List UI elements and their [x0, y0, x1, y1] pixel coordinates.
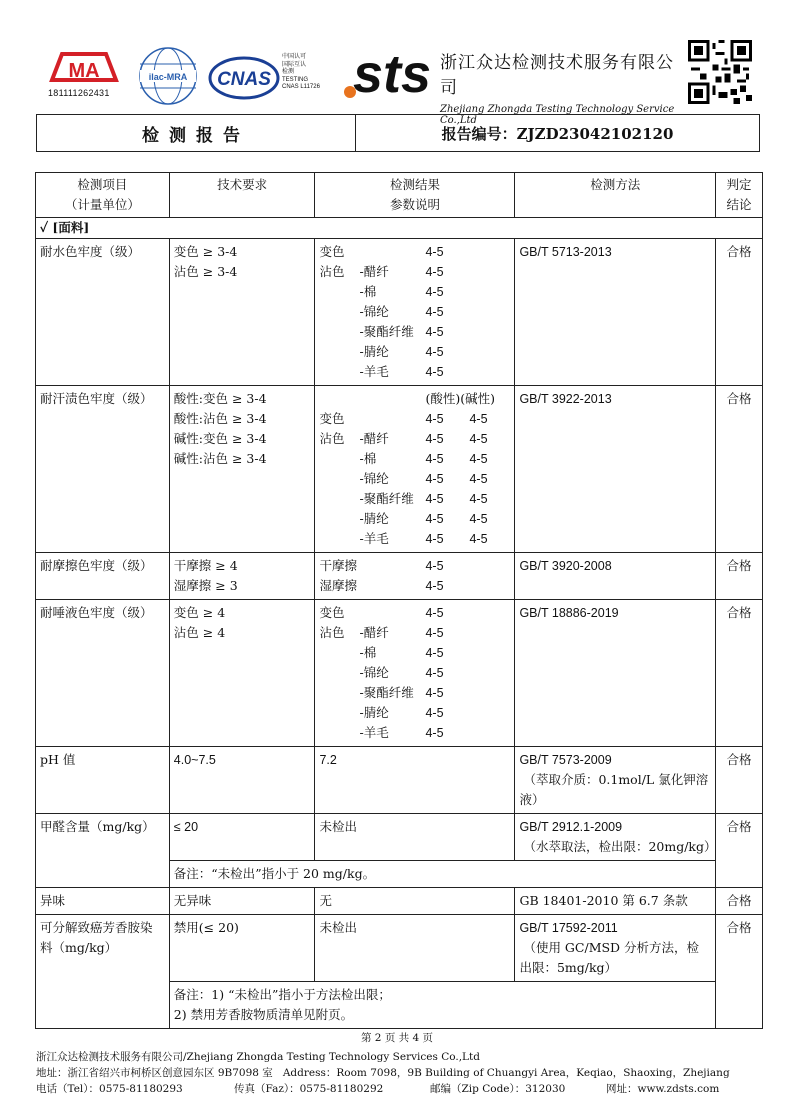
- result-line: -聚酯纤维 4-5: [359, 685, 444, 700]
- qr-code: [688, 40, 752, 104]
- table-row: [36, 888, 763, 915]
- company-name-cn: 浙江众达检测技术服务有限公司: [440, 53, 674, 98]
- result-line: -锦纶 4-5 4-5: [359, 471, 488, 486]
- result-cell: [315, 386, 515, 553]
- page-number: 第 2 页 共 4 页: [360, 1032, 434, 1044]
- conclusion-cell: 合格: [716, 747, 763, 814]
- cma-text: MA: [68, 60, 100, 82]
- footer-zip: 邮编（Zip Code）：312030: [430, 1083, 566, 1095]
- result-line: 干摩擦 4-5: [319, 558, 444, 573]
- table-row: [36, 915, 763, 982]
- conclusion-cell: 合格: [716, 553, 763, 600]
- table-row: [36, 600, 763, 747]
- result-line: 沾色 -醋纤 4-5 4-5: [319, 431, 488, 446]
- method-cell: GB/T 2912.1-2009 （水萃取法，检出限：20mg/kg）: [515, 814, 716, 861]
- method-cell: GB/T 17592-2011 （使用 GC/MSD 分析方法，检 出限：5mg/kg）: [515, 915, 716, 982]
- requirement-cell: 变色 ≥ 4 沾色 ≥ 4: [169, 600, 315, 747]
- result-cell: 未检出: [315, 814, 515, 861]
- result-line: -棉 4-5: [359, 284, 444, 299]
- page-footer: [36, 1030, 758, 1097]
- cnas-logo: [208, 54, 280, 106]
- cma-number: 181111262431: [48, 88, 110, 98]
- requirement-cell: ≤ 20: [169, 814, 315, 861]
- test-results-table: [35, 172, 763, 1029]
- cma-logo: [48, 50, 120, 98]
- method-cell: GB/T 5713-2013: [515, 239, 716, 386]
- header-method: 检测方法: [515, 173, 716, 218]
- result-line: 沾色 -醋纤 4-5: [319, 264, 444, 279]
- conclusion-cell: 合格: [716, 600, 763, 747]
- result-line: 变色 4-5 4-5: [319, 411, 488, 426]
- result-line: 湿摩擦 4-5: [319, 578, 444, 593]
- requirement-cell: 酸性:变色 ≥ 3-4 酸性:沾色 ≥ 3-4 碱性:变色 ≥ 3-4 碱性:沾色 ≥ 3-4: [169, 386, 315, 553]
- requirement-cell: 干摩擦 ≥ 4 湿摩擦 ≥ 3: [169, 553, 315, 600]
- item-cell: 甲醛含量（mg/kg）: [36, 814, 170, 888]
- conclusion-cell: 合格: [716, 386, 763, 553]
- report-number: 报告编号：ZJZD23042102120: [441, 124, 674, 143]
- conclusion-cell: 合格: [716, 239, 763, 386]
- footer-contact: [36, 1081, 758, 1097]
- header-logos: [48, 40, 748, 126]
- ilac-mra-logo: [136, 44, 200, 108]
- result-subheader: (酸性)(碱性): [425, 391, 495, 406]
- conclusion-cell: 合格: [716, 915, 763, 1029]
- sts-text: sts: [352, 44, 432, 104]
- result-line: 变色 4-5: [319, 244, 444, 259]
- footer-tel: 电话（Tel）：0575-81180293: [36, 1083, 183, 1095]
- result-cell: [315, 239, 515, 386]
- table-row: [36, 814, 763, 861]
- method-cell: GB/T 3920-2008: [515, 553, 716, 600]
- table-header-row: [36, 173, 763, 218]
- header-conclusion: 判定 结论: [716, 173, 763, 218]
- footer-fax: 传真（Faz）：0575-81180292: [234, 1083, 384, 1095]
- sts-logo: [340, 40, 436, 110]
- result-line: -聚酯纤维 4-5: [359, 324, 444, 339]
- company-name-en: Zhejiang Zhongda Testing Technology Service Co.,Ltd: [440, 104, 675, 126]
- item-cell: 耐摩擦色牢度（级）: [36, 553, 170, 600]
- cnas-subtext: 中国认可 国际互认 检测 TESTING CNAS L11726: [282, 54, 320, 90]
- report-title: 检测报告: [37, 115, 356, 151]
- conclusion-cell: 合格: [716, 814, 763, 888]
- item-cell: 可分解致癌芳香胺染 料（mg/kg）: [36, 915, 170, 1029]
- report-title-bar: [36, 114, 760, 152]
- result-line: 沾色 -醋纤 4-5: [319, 625, 444, 640]
- item-cell: 耐水色牢度（级）: [36, 239, 170, 386]
- result-line: 变色 4-5: [319, 605, 444, 620]
- item-cell: pH 值: [36, 747, 170, 814]
- result-line: -腈纶 4-5 4-5: [359, 511, 488, 526]
- result-line: -聚酯纤维 4-5 4-5: [359, 491, 488, 506]
- section-label: ✓ [面料]: [36, 218, 763, 239]
- note-cell: 备注：1) “未检出”指小于方法检出限； 2) 禁用芳香胺物质清单见附页。: [169, 982, 715, 1029]
- method-cell: GB 18401-2010 第 6.7 条款: [515, 888, 716, 915]
- result-cell: [315, 553, 515, 600]
- requirement-cell: 4.0~7.5: [169, 747, 315, 814]
- result-line: -腈纶 4-5: [359, 344, 444, 359]
- ilac-text: ilac-MRA: [148, 72, 188, 82]
- footer-company: 浙江众达检测技术服务有限公司/Zhejiang Zhongda Testing Technology Services Co.,Ltd: [36, 1051, 480, 1063]
- result-line: -棉 4-5 4-5: [359, 451, 488, 466]
- conclusion-cell: 合格: [716, 888, 763, 915]
- result-line: -羊毛 4-5: [359, 725, 444, 740]
- method-cell: GB/T 18886-2019: [515, 600, 716, 747]
- result-cell: [315, 600, 515, 747]
- result-line: -羊毛 4-5: [359, 364, 444, 379]
- result-line: -腈纶 4-5: [359, 705, 444, 720]
- header-requirement: 技术要求: [169, 173, 315, 218]
- note-cell: 备注：“未检出”指小于 20 mg/kg。: [169, 861, 715, 888]
- item-cell: 异味: [36, 888, 170, 915]
- header-item: 检测项目 （计量单位）: [36, 173, 170, 218]
- table-row: [36, 386, 763, 553]
- result-cell: 未检出: [315, 915, 515, 982]
- method-cell: GB/T 7573-2009 （萃取介质：0.1mol/L 氯化钾溶 液）: [515, 747, 716, 814]
- table-row: [36, 747, 763, 814]
- requirement-cell: 变色 ≥ 3-4 沾色 ≥ 3-4: [169, 239, 315, 386]
- result-line: -羊毛 4-5 4-5: [359, 531, 488, 546]
- result-cell: 7.2: [315, 747, 515, 814]
- result-line: -锦纶 4-5: [359, 665, 444, 680]
- footer-address: 地址：浙江省绍兴市柯桥区创意园东区 9B7098 室 Address：Room 7098，9B Building of Chuangyi Area，Keqiao，Shaoxing，Zhejiang: [36, 1067, 730, 1079]
- item-cell: 耐汗渍色牢度（级）: [36, 386, 170, 553]
- footer-web: 网址：www.zdsts.com: [606, 1083, 720, 1095]
- header-result: 检测结果 参数说明: [315, 173, 515, 218]
- table-row: [36, 239, 763, 386]
- method-cell: GB/T 3922-2013: [515, 386, 716, 553]
- requirement-cell: 禁用(≤ 20): [169, 915, 315, 982]
- item-cell: 耐唾液色牢度（级）: [36, 600, 170, 747]
- cnas-text: CNAS: [217, 69, 271, 90]
- requirement-cell: 无异味: [169, 888, 315, 915]
- result-line: -棉 4-5: [359, 645, 444, 660]
- result-cell: 无: [315, 888, 515, 915]
- section-row: [36, 218, 763, 239]
- table-row: [36, 553, 763, 600]
- result-line: -锦纶 4-5: [359, 304, 444, 319]
